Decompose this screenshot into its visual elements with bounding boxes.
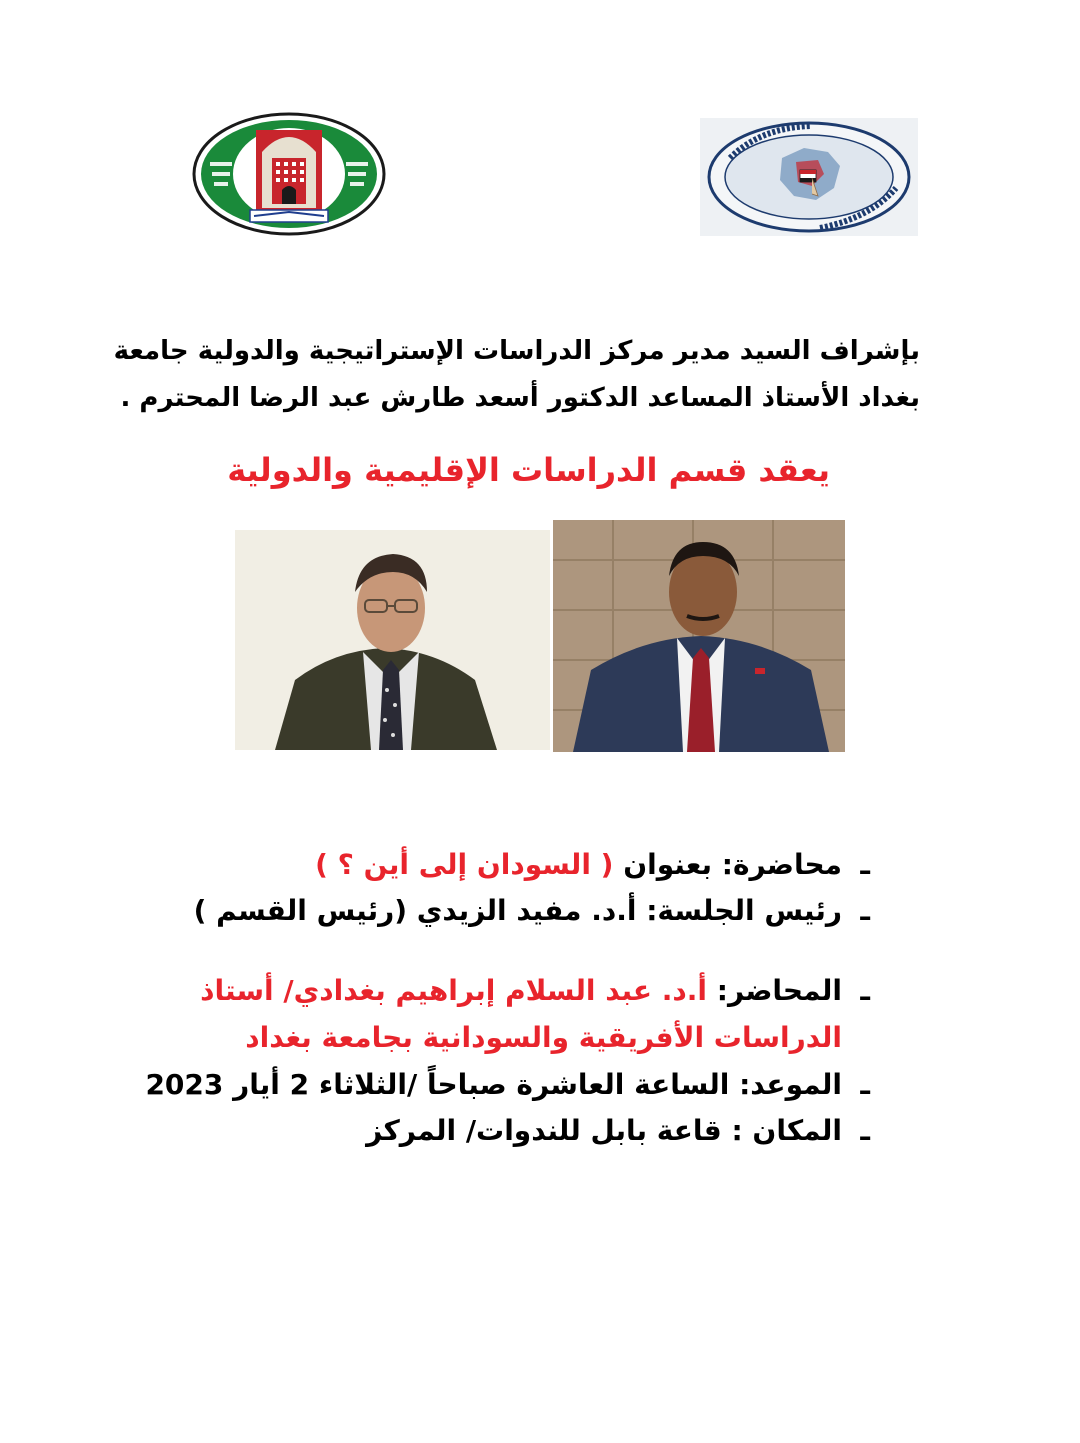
lecture-time: الموعد: الساعة العاشرة صباحاً /الثلاثاء 2 أيار 2023 (145, 1068, 842, 1101)
place-row (150, 1108, 870, 1154)
intro-paragraph (113, 328, 920, 422)
center-for-strategic-studies-logo (700, 118, 918, 236)
iraq-map-seal-icon (700, 118, 918, 236)
bullet-dash: ـ (860, 1114, 870, 1147)
lecture-title-row (150, 842, 870, 888)
lecturer-name-line-2: الدراسات الأفريقية والسودانية بجامعة بغداد (245, 1021, 842, 1054)
session-chair: رئيس الجلسة: أ.د. مفيد الزيدي (رئيس القسم ) (193, 894, 842, 927)
bullet-dash: ـ (860, 1068, 870, 1101)
time-row (145, 1062, 870, 1108)
photo-lecturer (553, 520, 845, 752)
lecturer-label: المحاضر: (716, 974, 842, 1007)
bullet-dash: ـ (860, 894, 870, 927)
intro-line-1: بإشراف السيد مدير مركز الدراسات الإستراتيجية والدولية جامعة (113, 336, 920, 366)
lecture-place: المكان : قاعة بابل للندوات/ المركز (366, 1114, 842, 1147)
lecture-details (145, 842, 870, 1154)
university-of-baghdad-logo (192, 112, 386, 236)
session-chair-row (150, 888, 870, 934)
lecturer-row (150, 968, 870, 1014)
department-heading: يعقد قسم الدراسات الإقليمية والدولية (227, 451, 830, 489)
lecture-label: محاضرة: بعنوان (623, 848, 842, 881)
bullet-dash: ـ (860, 974, 870, 1007)
lecturer-name-line-1: أ.د. عبد السلام إبراهيم بغدادي/ أستاذ (200, 974, 707, 1007)
intro-line-2: بغداد الأستاذ المساعد الدكتور أسعد طارش عبد الرضا المحترم . (120, 383, 920, 413)
bullet-dash: ـ (860, 848, 870, 881)
lecturer-continuation-row (150, 1014, 870, 1062)
portrait-icon (553, 520, 845, 752)
photo-session-chair (235, 530, 550, 750)
portrait-icon (235, 530, 550, 750)
university-seal-icon (192, 112, 386, 236)
lecture-title: ( السودان إلى أين ؟ ) (315, 848, 614, 881)
